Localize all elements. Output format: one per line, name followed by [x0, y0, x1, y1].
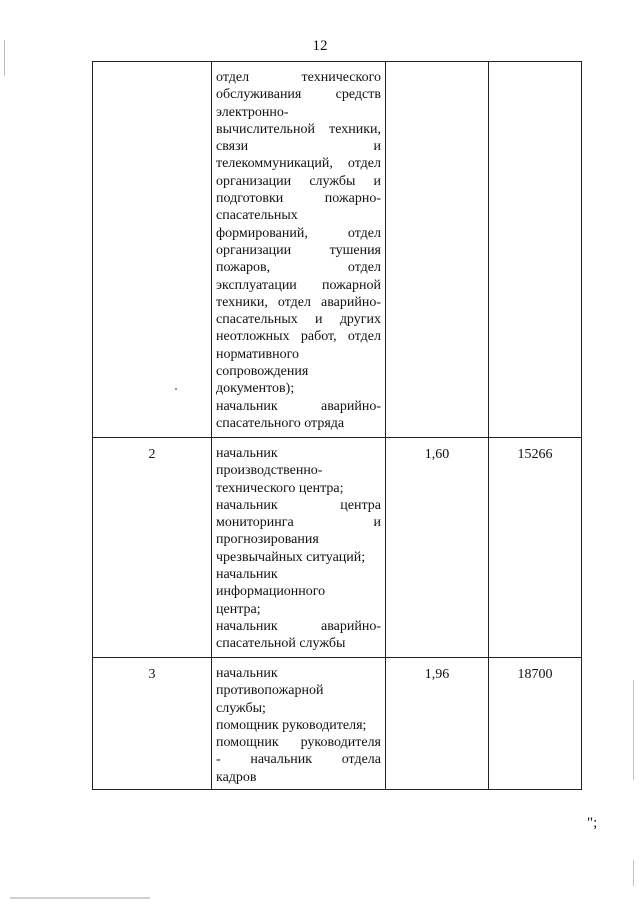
closing-quote-mark: ";: [587, 815, 598, 831]
salary-cell: 15266: [489, 438, 582, 658]
position-text-line: обслуживания средств: [216, 87, 381, 103]
row-number-cell: 2: [93, 438, 212, 658]
row-number-cell: [93, 62, 212, 438]
position-text-line: начальник центра: [216, 497, 381, 513]
position-text-line: технического центра;: [216, 480, 344, 496]
row-number-cell: 3: [93, 658, 212, 790]
position-text-line: чрезвычайных ситуаций;: [216, 549, 366, 565]
position-text-line: производственно-: [216, 463, 323, 479]
position-text-line: - начальник отдела: [216, 752, 381, 768]
scan-edge-mark: [4, 40, 5, 76]
coefficient-cell: 1,96: [386, 658, 489, 790]
position-text-line: спасательных и других: [216, 312, 381, 328]
position-text-line: спасательного отряда: [216, 415, 345, 431]
position-text-line: спасательной службы: [216, 636, 346, 652]
position-text-line: центра;: [216, 601, 261, 617]
scan-dot-mark: [175, 388, 177, 390]
scan-edge-mark-right: [633, 680, 634, 780]
position-text-line: неотложных работ, отдел: [216, 329, 381, 345]
position-text-line: отдел технического: [216, 70, 381, 85]
page-number: 12: [312, 38, 328, 54]
position-text-line: кадров: [216, 769, 257, 785]
position-text-line: формирований, отдел: [216, 225, 381, 241]
position-text-line: документов);: [216, 381, 295, 397]
position-text-line: связи и: [216, 139, 381, 155]
position-text-line: начальник: [216, 446, 278, 461]
salary-cell: [489, 62, 582, 438]
position-text-line: телекоммуникаций, отдел: [216, 156, 381, 172]
coefficient-cell: [386, 62, 489, 438]
table-row: [93, 658, 582, 790]
position-text-line: подготовки пожарно-: [216, 191, 381, 207]
position-text-line: нормативного: [216, 346, 300, 362]
position-text-line: электронно-: [216, 104, 289, 120]
position-titles-cell: [212, 438, 386, 658]
table-row: [93, 438, 582, 658]
position-text-line: помощник руководителя: [216, 735, 381, 751]
scan-edge-mark-bottom: [10, 897, 150, 899]
position-text-line: противопожарной: [216, 683, 324, 699]
positions-table: [92, 61, 582, 790]
position-text-line: службы;: [216, 700, 266, 716]
position-text-line: прогнозирования: [216, 532, 319, 548]
position-text-line: спасательных: [216, 208, 298, 224]
coefficient-cell: 1,60: [386, 438, 489, 658]
position-text-line: организации службы и: [216, 173, 381, 189]
position-text-line: мониторинга и: [216, 515, 381, 531]
position-titles-cell: [212, 62, 386, 438]
position-titles-cell: [212, 658, 386, 790]
position-text-line: техники, отдел аварийно-: [216, 294, 381, 310]
position-text-line: начальник аварийно-: [216, 618, 381, 634]
position-text-line: начальник: [216, 567, 278, 583]
table-row: [93, 62, 582, 438]
position-text-line: сопровождения: [216, 364, 309, 380]
position-text-line: начальник аварийно-: [216, 398, 381, 414]
position-text-line: вычислительной техники,: [216, 121, 381, 137]
salary-cell: 18700: [489, 658, 582, 790]
position-text-line: информационного: [216, 584, 326, 600]
position-text-line: пожаров, отдел: [216, 260, 381, 276]
scan-edge-mark-right-lower: [633, 860, 634, 886]
position-text-line: начальник: [216, 666, 278, 681]
position-text-line: эксплуатации пожарной: [216, 277, 381, 293]
table-body: [93, 62, 582, 790]
position-text-line: помощник руководителя;: [216, 717, 367, 733]
position-text-line: организации тушения: [216, 242, 381, 258]
